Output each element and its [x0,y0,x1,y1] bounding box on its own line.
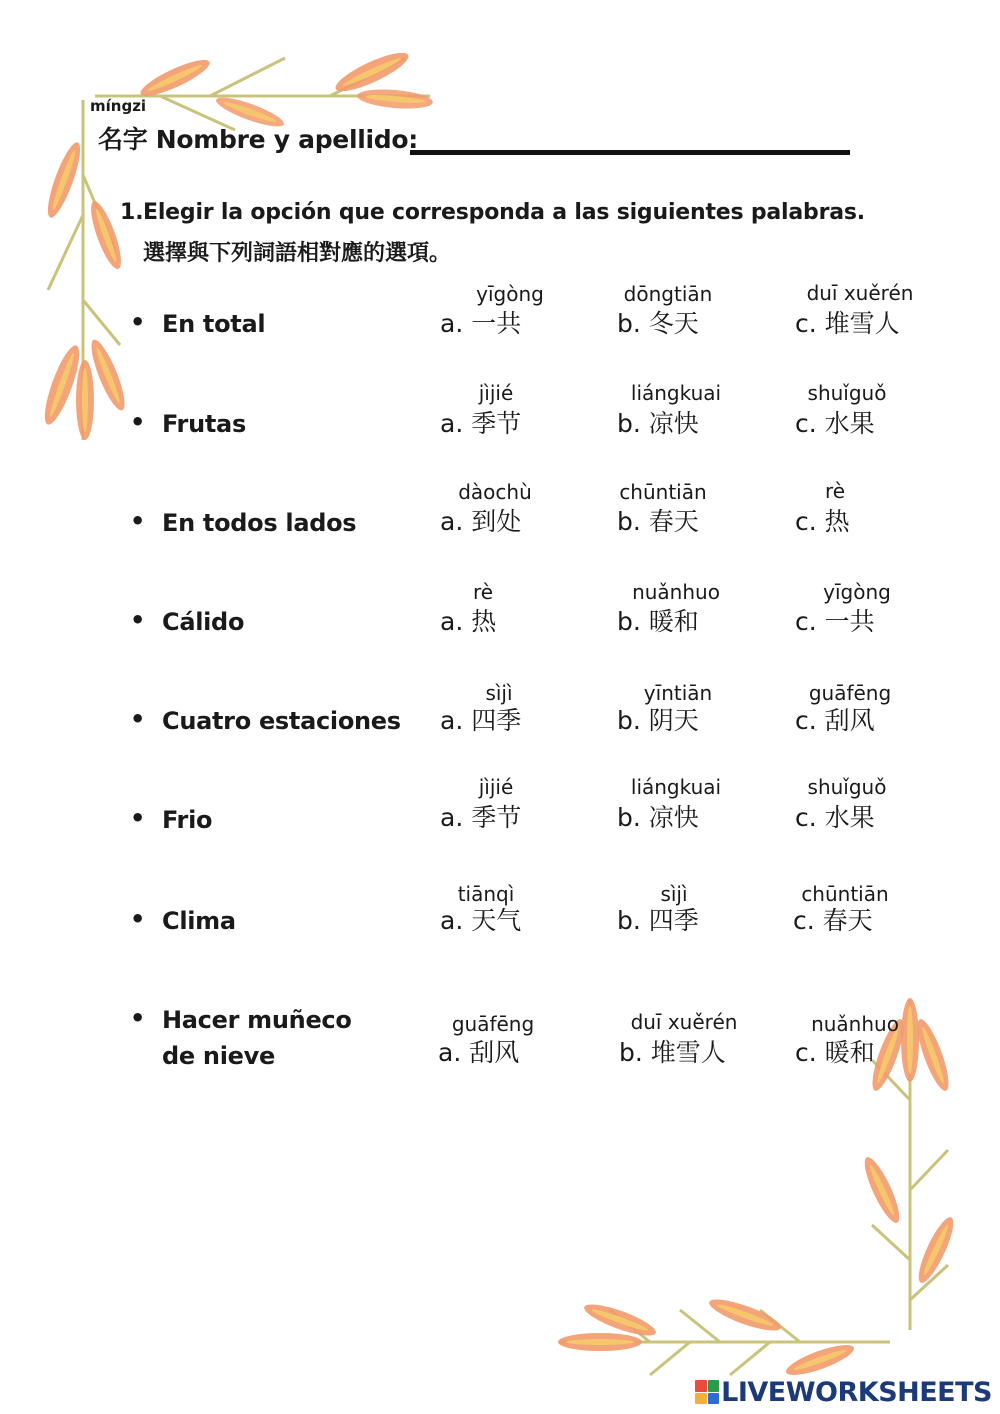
option-a[interactable]: a. 季节 [440,409,522,438]
badge-square [708,1380,720,1392]
option-pinyin: jìjié [478,381,514,405]
bullet: • [130,408,146,436]
badge-square [708,1393,720,1405]
bullet: • [130,905,146,933]
option-a[interactable]: a. 热 [440,607,497,636]
option-c[interactable]: c. 水果 [795,409,875,438]
option-pinyin: sìjì [485,681,513,705]
option-pinyin: tiānqì [457,882,515,906]
bullet: • [130,507,146,535]
option-c[interactable]: c. 水果 [795,803,875,832]
option-c[interactable]: c. 暖和 [795,1038,875,1067]
word-clima: Clima [162,907,236,935]
option-pinyin: shuǐguǒ [807,381,887,405]
badge-square [695,1393,707,1405]
option-b[interactable]: b. 堆雪人 [619,1038,726,1067]
option-c[interactable]: c. 热 [795,507,850,536]
word-en-total: En total [162,310,266,338]
word-frio: Frio [162,806,213,834]
option-b[interactable]: b. 春天 [617,507,699,536]
option-c[interactable]: c. 一共 [795,607,875,636]
option-b[interactable]: b. 凉快 [617,803,699,832]
option-b[interactable]: b. 阴天 [617,706,699,735]
liveworksheets-logo [695,1376,992,1408]
top-left-branch [95,46,434,132]
word-en-todos-lados: En todos lados [162,509,357,537]
option-pinyin: duī xuěrén [630,1010,738,1034]
name-answer-line[interactable] [410,150,850,155]
option-pinyin: duī xuěrén [806,281,914,305]
option-pinyin: shuǐguǒ [807,775,887,799]
bullet: • [130,804,146,832]
bullet: • [130,705,146,733]
word-cuatro-estaciones: Cuatro estaciones [162,707,401,735]
name-pinyin: míngzi [90,97,147,115]
badge-square [695,1380,707,1392]
option-a[interactable]: a. 刮风 [438,1038,520,1067]
option-b[interactable]: b. 四季 [617,906,699,935]
option-a[interactable]: a. 一共 [440,309,522,338]
option-c[interactable]: c. 刮风 [795,706,875,735]
option-pinyin: jìjié [478,775,514,799]
option-a[interactable]: a. 到处 [440,507,522,536]
option-pinyin: yīgòng [476,282,544,306]
option-pinyin: chūntiān [619,480,707,504]
bullet: • [130,606,146,634]
option-c[interactable]: c. 春天 [793,906,873,935]
option-pinyin: chūntiān [801,882,889,906]
option-b[interactable]: b. 冬天 [617,309,699,338]
bullet: • [130,308,146,336]
option-pinyin: guāfēng [451,1012,535,1036]
option-b[interactable]: b. 暖和 [617,607,699,636]
option-pinyin: rè [472,580,494,604]
option-pinyin: yīgòng [823,580,891,604]
bullet: • [130,1004,146,1032]
instruction-spanish: Elegir la opción que corresponda a las siguientes palabras. [143,200,865,225]
option-pinyin: dàochù [458,480,532,504]
word-calido: Cálido [162,608,245,636]
option-pinyin: yīntiān [643,681,713,705]
instruction-chinese: 選擇與下列詞語相對應的選項。 [143,241,452,266]
option-pinyin: nuǎnhuo [811,1012,899,1036]
option-a[interactable]: a. 天气 [440,906,522,935]
word-de-nieve: de nieve [162,1042,275,1070]
option-a[interactable]: a. 四季 [440,706,522,735]
logo-badge-icon [695,1380,719,1404]
option-pinyin: dōngtiān [623,282,713,306]
word-frutas: Frutas [162,410,246,438]
option-pinyin: rè [824,479,846,503]
option-pinyin: guāfēng [808,681,892,705]
option-pinyin: liángkuai [630,775,722,799]
logo-text: LIVEWORKSHEETS [721,1376,992,1408]
question-number: 1. [120,200,144,225]
bottom-branch [558,1294,890,1381]
option-a[interactable]: a. 季节 [440,803,522,832]
option-b[interactable]: b. 凉快 [617,409,699,438]
option-c[interactable]: c. 堆雪人 [795,309,900,338]
option-pinyin: sìjì [660,882,688,906]
option-pinyin: nuǎnhuo [632,580,720,604]
name-label: 名字 Nombre y apellido: [98,125,418,154]
option-pinyin: liángkuai [630,381,722,405]
word-hacer-muneco: Hacer muñeco [162,1006,352,1034]
